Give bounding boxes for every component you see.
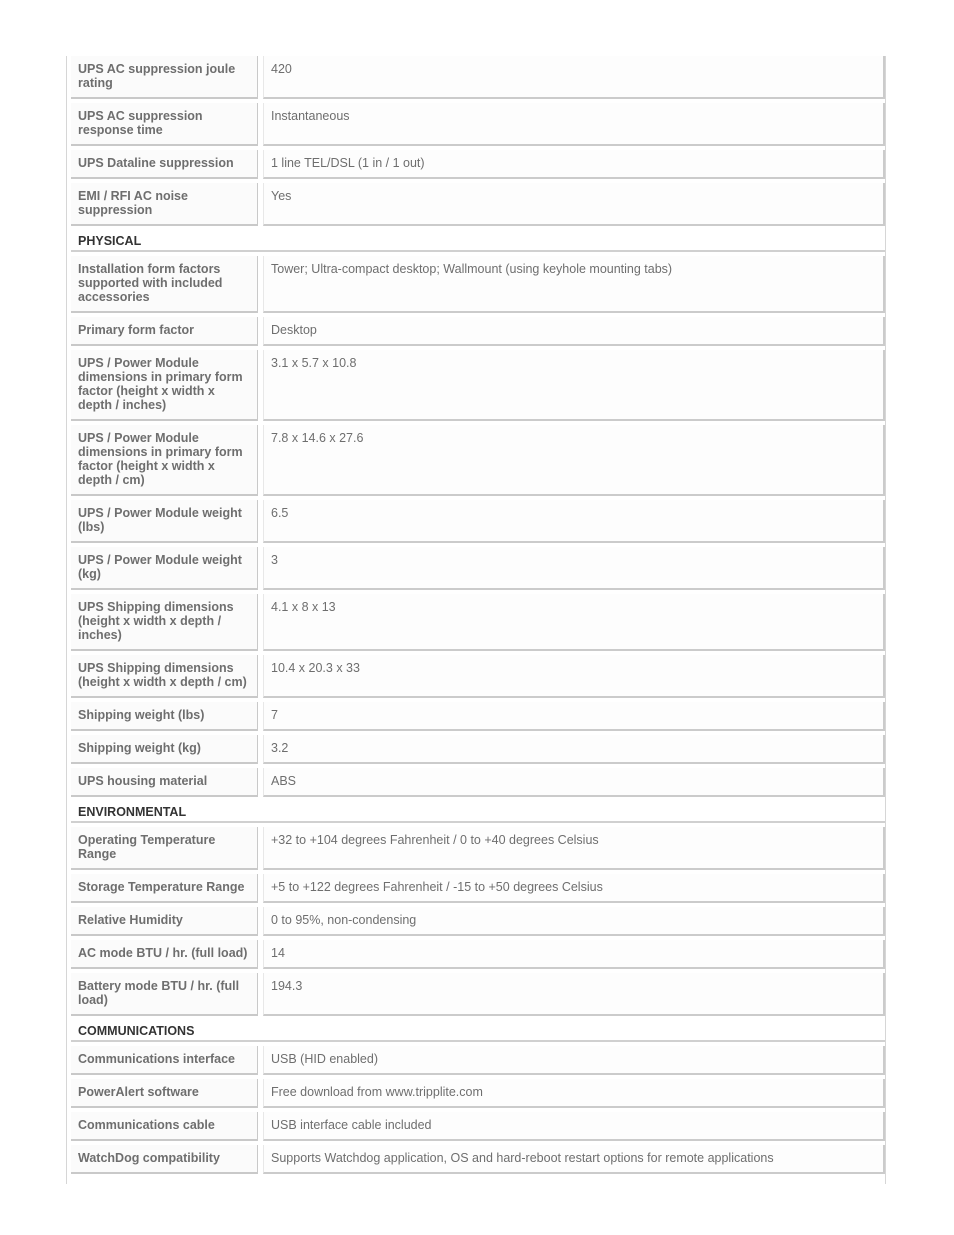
- spec-value: USB interface cable included: [263, 1112, 885, 1141]
- spec-row: [71, 350, 885, 421]
- spec-row: [71, 1145, 885, 1174]
- spec-label: UPS Dataline suppression: [71, 150, 258, 179]
- spec-label: Communications cable: [71, 1112, 258, 1141]
- spec-value: 7.8 x 14.6 x 27.6: [263, 425, 885, 496]
- spec-value: 1 line TEL/DSL (1 in / 1 out): [263, 150, 885, 179]
- spec-value: 0 to 95%, non-condensing: [263, 907, 885, 936]
- spec-label: PowerAlert software: [71, 1079, 258, 1108]
- spec-row: [71, 1046, 885, 1075]
- section-header: PHYSICAL: [71, 230, 885, 252]
- spec-label: UPS / Power Module weight (lbs): [71, 500, 258, 543]
- spec-row: [71, 500, 885, 543]
- spec-row: [71, 874, 885, 903]
- spec-label: Relative Humidity: [71, 907, 258, 936]
- spec-value: 194.3: [263, 973, 885, 1016]
- spec-label: UPS AC suppression response time: [71, 103, 258, 146]
- spec-value: +32 to +104 degrees Fahrenheit / 0 to +40 degrees Celsius: [263, 827, 885, 870]
- spec-label: WatchDog compatibility: [71, 1145, 258, 1174]
- spec-row: [71, 1079, 885, 1108]
- spec-row: [71, 702, 885, 731]
- spec-label: UPS Shipping dimensions (height x width x depth / cm): [71, 655, 258, 698]
- spec-row: [71, 183, 885, 226]
- spec-value: 14: [263, 940, 885, 969]
- spec-row: [71, 56, 885, 99]
- spec-label: Operating Temperature Range: [71, 827, 258, 870]
- spec-value: Desktop: [263, 317, 885, 346]
- spec-label: Shipping weight (kg): [71, 735, 258, 764]
- spec-row: [71, 256, 885, 313]
- spec-label: UPS housing material: [71, 768, 258, 797]
- spec-label: AC mode BTU / hr. (full load): [71, 940, 258, 969]
- spec-value: Supports Watchdog application, OS and hard-reboot restart options for remote applications: [263, 1145, 885, 1174]
- spec-label: Installation form factors supported with included accessories: [71, 256, 258, 313]
- spec-label: UPS Shipping dimensions (height x width x depth / inches): [71, 594, 258, 651]
- spec-label: Storage Temperature Range: [71, 874, 258, 903]
- section-header: COMMUNICATIONS: [71, 1020, 885, 1042]
- spec-value: Yes: [263, 183, 885, 226]
- spec-value: ABS: [263, 768, 885, 797]
- spec-row: [71, 655, 885, 698]
- spec-value: 3.2: [263, 735, 885, 764]
- spec-row: [71, 907, 885, 936]
- spec-row: [71, 103, 885, 146]
- spec-value: Instantaneous: [263, 103, 885, 146]
- spec-value: USB (HID enabled): [263, 1046, 885, 1075]
- spec-row: [71, 425, 885, 496]
- spec-label: Communications interface: [71, 1046, 258, 1075]
- spec-row: [71, 735, 885, 764]
- spec-row: [71, 150, 885, 179]
- spec-label: EMI / RFI AC noise suppression: [71, 183, 258, 226]
- spec-row: [71, 827, 885, 870]
- spec-value: 4.1 x 8 x 13: [263, 594, 885, 651]
- spec-label: UPS / Power Module dimensions in primary form factor (height x width x depth / cm): [71, 425, 258, 496]
- spec-value: 3.1 x 5.7 x 10.8: [263, 350, 885, 421]
- spec-value: 3: [263, 547, 885, 590]
- spec-value: 7: [263, 702, 885, 731]
- spec-value: 10.4 x 20.3 x 33: [263, 655, 885, 698]
- section-header: ENVIRONMENTAL: [71, 801, 885, 823]
- spec-row: [71, 317, 885, 346]
- spec-row: [71, 547, 885, 590]
- spec-label: UPS / Power Module weight (kg): [71, 547, 258, 590]
- spec-row: [71, 1112, 885, 1141]
- spec-value: Tower; Ultra-compact desktop; Wallmount (using keyhole mounting tabs): [263, 256, 885, 313]
- spec-label: Shipping weight (lbs): [71, 702, 258, 731]
- spec-value: 6.5: [263, 500, 885, 543]
- spec-value: 420: [263, 56, 885, 99]
- spec-row: [71, 768, 885, 797]
- spec-label: UPS / Power Module dimensions in primary form factor (height x width x depth / inches): [71, 350, 258, 421]
- spec-row: [71, 594, 885, 651]
- spec-row: [71, 940, 885, 969]
- spec-label: Primary form factor: [71, 317, 258, 346]
- spec-value: Free download from www.tripplite.com: [263, 1079, 885, 1108]
- spec-label: UPS AC suppression joule rating: [71, 56, 258, 99]
- spec-value: +5 to +122 degrees Fahrenheit / -15 to +50 degrees Celsius: [263, 874, 885, 903]
- spec-label: Battery mode BTU / hr. (full load): [71, 973, 258, 1016]
- spec-table: [66, 56, 886, 1184]
- spec-row: [71, 973, 885, 1016]
